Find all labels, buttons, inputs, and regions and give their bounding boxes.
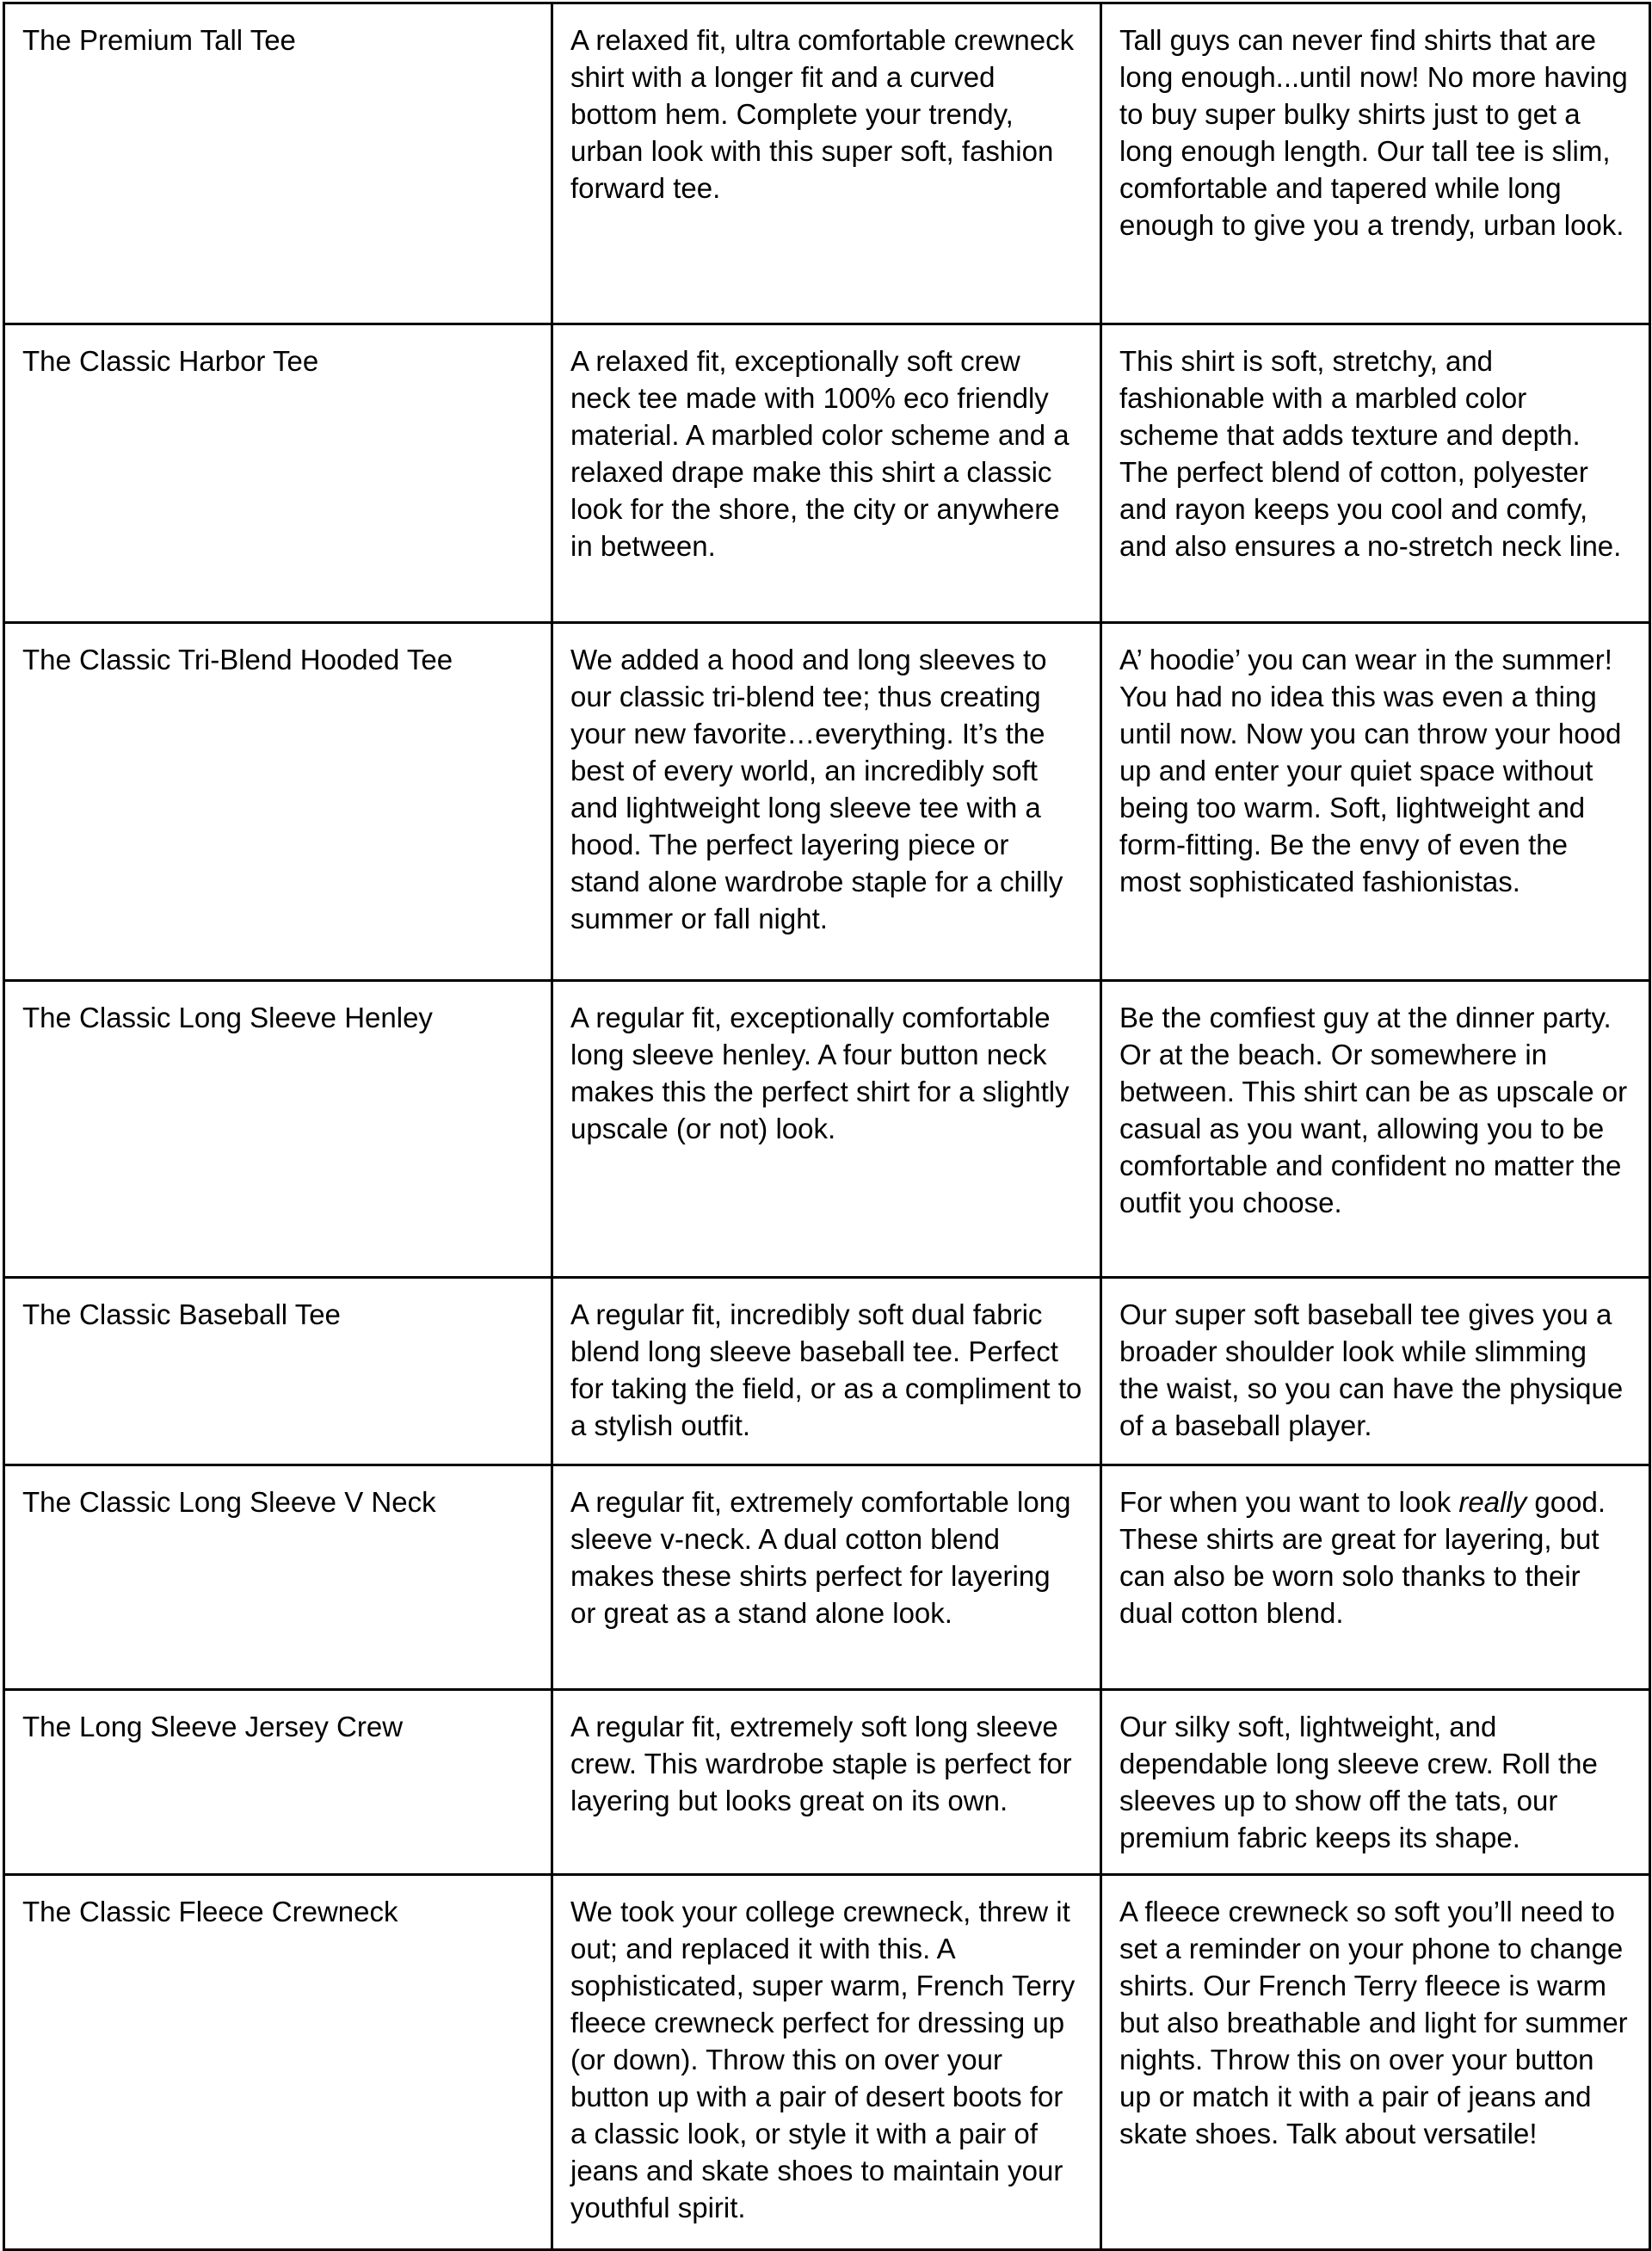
product-description-cell: A regular fit, extremely comfortable long sleeve v-neck. A dual cotton blend makes these shirts perfect for layering or great as a stand alone look.: [552, 1465, 1101, 1690]
product-pitch-cell: A’ hoodie’ you can wear in the summer! You had no idea this was even a thing until now. Now you can throw your hood up and enter your quiet space without being too warm. Soft, lightweight and form-fitting. Be the envy of even the most sophisticated fashionistas.: [1101, 623, 1650, 981]
table-row: [4, 981, 1650, 1278]
product-pitch-cell: Our silky soft, lightweight, and dependable long sleeve crew. Roll the sleeves up to show off the tats, our premium fabric keeps its shape.: [1101, 1690, 1650, 1875]
pitch-text: For when you want to look: [1119, 1486, 1459, 1518]
product-pitch-cell: This shirt is soft, stretchy, and fashionable with a marbled color scheme that adds texture and depth. The perfect blend of cotton, polyester and rayon keeps you cool and comfy, and also ensures a no-stretch neck line.: [1101, 324, 1650, 623]
product-description-cell: A regular fit, incredibly soft dual fabric blend long sleeve baseball tee. Perfect for taking the field, or as a compliment to a stylish outfit.: [552, 1278, 1101, 1465]
product-description-cell: A relaxed fit, exceptionally soft crew neck tee made with 100% eco friendly material. A marbled color scheme and a relaxed drape make this shirt a classic look for the shore, the city or anywhere in between.: [552, 324, 1101, 623]
product-description-cell: A regular fit, exceptionally comfortable long sleeve henley. A four button neck makes this the perfect shirt for a slightly upscale (or not) look.: [552, 981, 1101, 1278]
table-row: [4, 1875, 1650, 2250]
product-name-cell: The Long Sleeve Jersey Crew: [4, 1690, 552, 1875]
product-name-cell: The Classic Long Sleeve V Neck: [4, 1465, 552, 1690]
product-description-cell: A regular fit, extremely soft long sleeve crew. This wardrobe staple is perfect for layering but looks great on its own.: [552, 1690, 1101, 1875]
pitch-text: good. These shirts are great for layering, but can also be worn solo thanks to their dual cotton blend.: [1119, 1486, 1606, 1629]
product-description-cell: A relaxed fit, ultra comfortable crewneck shirt with a longer fit and a curved bottom hem. Complete your trendy, urban look with this super soft, fashion forward tee.: [552, 3, 1101, 324]
product-pitch-cell: A fleece crewneck so soft you’ll need to set a reminder on your phone to change shirts. Our French Terry fleece is warm but also breathable and light for summer nights. Throw this on over your button up or match it with a pair of jeans and skate shoes. Talk about versatile!: [1101, 1875, 1650, 2250]
product-name-cell: The Classic Baseball Tee: [4, 1278, 552, 1465]
product-name-cell: The Premium Tall Tee: [4, 3, 552, 324]
table-row: [4, 1690, 1650, 1875]
product-name-cell: The Classic Tri-Blend Hooded Tee: [4, 623, 552, 981]
table-row: [4, 3, 1650, 324]
product-pitch-cell: Our super soft baseball tee gives you a broader shoulder look while slimming the waist, so you can have the physique of a baseball player.: [1101, 1278, 1650, 1465]
table-row: [4, 324, 1650, 623]
table-row: [4, 1465, 1650, 1690]
table-row: [4, 1278, 1650, 1465]
product-description-cell: We took your college crewneck, threw it out; and replaced it with this. A sophisticated, super warm, French Terry fleece crewneck perfect for dressing up (or down). Throw this on over your button up with a pair of desert boots for a classic look, or style it with a pair of jeans and skate shoes to maintain your youthful spirit.: [552, 1875, 1101, 2250]
product-description-cell: We added a hood and long sleeves to our classic tri-blend tee; thus creating your new favorite…everything. It’s the best of every world, an incredibly soft and lightweight long sleeve tee with a hood. The perfect layering piece or stand alone wardrobe staple for a chilly summer or fall night.: [552, 623, 1101, 981]
product-pitch-cell: Be the comfiest guy at the dinner party. Or at the beach. Or somewhere in between. This shirt can be as upscale or casual as you want, allowing you to be comfortable and confident no matter the outfit you choose.: [1101, 981, 1650, 1278]
product-table: [3, 2, 1651, 2251]
pitch-emphasis-text: really: [1458, 1486, 1527, 1518]
product-name-cell: The Classic Long Sleeve Henley: [4, 981, 552, 1278]
product-pitch-cell: Tall guys can never find shirts that are long enough...until now! No more having to buy super bulky shirts just to get a long enough length. Our tall tee is slim, comfortable and tapered while long enough to give you a trendy, urban look.: [1101, 3, 1650, 324]
product-pitch-cell: [1101, 1465, 1650, 1690]
table-row: [4, 623, 1650, 981]
product-name-cell: The Classic Fleece Crewneck: [4, 1875, 552, 2250]
product-name-cell: The Classic Harbor Tee: [4, 324, 552, 623]
